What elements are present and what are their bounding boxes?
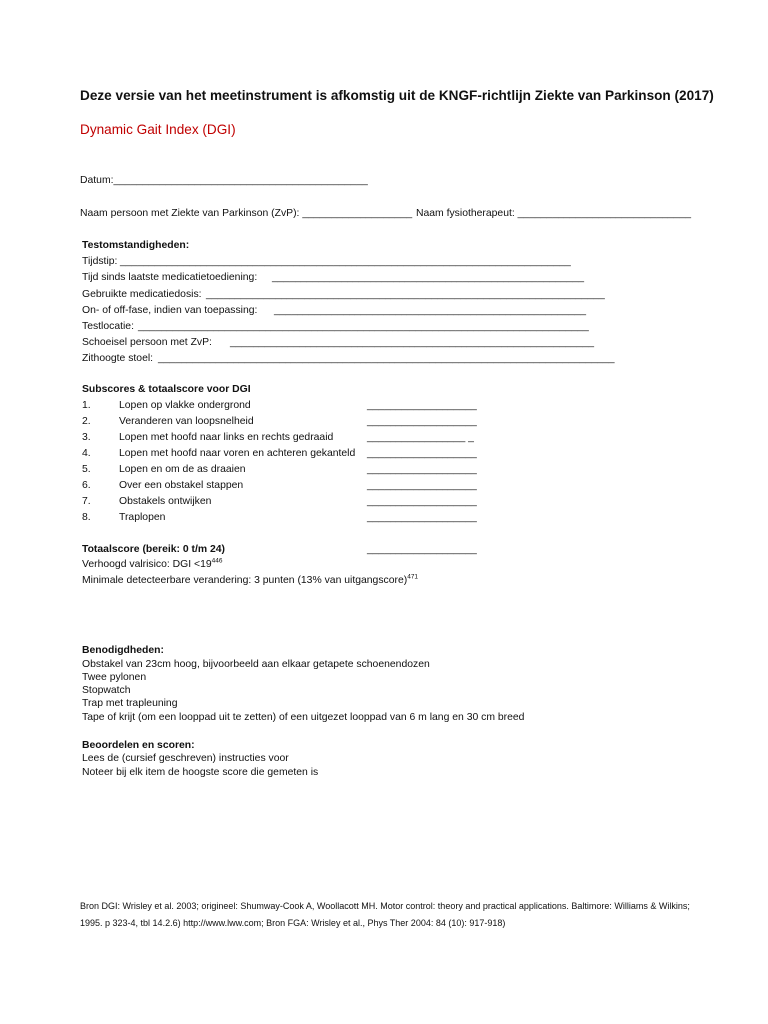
list-item: Noteer bij elk item de hoogste score die gemeten is (82, 767, 319, 778)
item-number: 7. (82, 496, 91, 507)
footnote-ref: 471 (407, 573, 419, 581)
field-label: Testlocatie: (82, 321, 134, 332)
field-label: Schoeisel persoon met ZvP: (82, 337, 212, 348)
page-header: Deze versie van het meetinstrument is afkomstig uit de KNGF-richtlijn Ziekte van Parkinson (2017) (80, 88, 714, 103)
subscore-item (82, 416, 254, 427)
item-label: Lopen met hoofd naar links en rechts gedraaid (119, 432, 334, 443)
item-number: 4. (82, 448, 91, 459)
subscore-item (82, 496, 211, 507)
score-line: ___________________ (367, 464, 477, 475)
list-item: Lees de (cursief geschreven) instructies voor (82, 753, 289, 764)
item-number: 1. (82, 400, 91, 411)
field-line: _______________________________________________________________ (230, 337, 595, 348)
naam-persoon-field: Naam persoon met Ziekte van Parkinson (ZvP): ___________________ (80, 208, 413, 219)
item-label: Obstakels ontwijken (119, 496, 212, 507)
score-line: ___________________ (367, 480, 477, 491)
item-label: Veranderen van loopsnelheid (119, 416, 254, 427)
field-label: Tijdstip: (82, 256, 118, 267)
subscore-item (82, 432, 333, 443)
subscore-item (82, 512, 165, 523)
item-number: 5. (82, 464, 91, 475)
mdc-text: Minimale detecteerbare verandering: 3 punten (13% van uitgangscore)$^{471}$ (82, 573, 419, 586)
subscore-item (82, 480, 243, 491)
item-label: Lopen en om de as draaien (119, 464, 246, 475)
item-label: Over een obstakel stappen (119, 480, 244, 491)
totaalscore-label: Totaalscore (bereik: 0 t/m 24) (82, 544, 226, 555)
score-line: _________________ _ (367, 432, 474, 443)
field-line: _____________________________________________________________________ (206, 289, 605, 300)
item-label: Traplopen (119, 512, 166, 523)
beoordelen-heading: Beoordelen en scoren: (82, 740, 195, 751)
totaalscore-line: ___________________ (367, 544, 477, 555)
datum-field: Datum:____________________________________________ (80, 175, 368, 186)
list-item: Twee pylonen (82, 672, 147, 683)
item-number: 8. (82, 512, 91, 523)
field-label: On- of off-fase, indien van toepassing: (82, 305, 258, 316)
valrisico-text: Verhoogd valrisico: DGI $<19^{446}$ (82, 557, 223, 570)
subscore-item (82, 464, 246, 475)
footnote-ref: 446 (211, 557, 223, 565)
item-label: Lopen op vlakke ondergrond (119, 400, 251, 411)
score-line: ___________________ (367, 400, 477, 411)
field-line: ______________________________________________________________________________ (120, 256, 571, 267)
score-line: ___________________ (367, 448, 477, 459)
field-label: Tijd sinds laatste medicatietoediening: (82, 272, 258, 283)
field-label: Gebruikte medicatiedosis: (82, 289, 202, 300)
list-item: Obstakel van 23cm hoog, bijvoorbeeld aan elkaar getapete schoenendozen (82, 659, 430, 670)
score-line: ___________________ (367, 512, 477, 523)
subscore-item (82, 448, 355, 459)
benodigdheden-heading: Benodigdheden: (82, 645, 164, 656)
item-label: Lopen met hoofd naar voren en achteren gekanteld (119, 448, 356, 459)
field-line: ______________________________________________________ (272, 272, 585, 283)
field-line: _______________________________________________________________________________ (158, 353, 615, 364)
source-footer: Bron DGI: Wrisley et al. 2003; origineel: Shumway-Cook A, Woollacott MH. Motor control: theory and practical applications. Baltimore: Williams & Wilkins; 1995. p 323-4, tbl 14.2.6) http://www.lww.com; Bron FGA: Wrisley et al., Phys Ther 2004: 84 (10): 917-918) (80, 901, 690, 928)
score-line: ___________________ (367, 416, 477, 427)
subscore-item (82, 400, 251, 411)
item-number: 2. (82, 416, 91, 427)
testomstandigheden-heading: Testomstandigheden: (82, 240, 190, 251)
item-number: 6. (82, 480, 91, 491)
subscores-heading: Subscores & totaalscore voor DGI (82, 384, 251, 395)
list-item: Trap met trapleuning (82, 698, 178, 709)
score-line: ___________________ (367, 496, 477, 507)
list-item: Stopwatch (82, 685, 131, 696)
field-line: ______________________________________________________________________________ (138, 321, 589, 332)
document-title: Dynamic Gait Index (DGI) (80, 122, 236, 137)
list-item: Tape of krijt (om een looppad uit te zetten) of een uitgezet looppad van 6 m lang en 30 cm breed (82, 712, 525, 723)
naam-fysiotherapeut-field: Naam fysiotherapeut: ______________________________ (416, 208, 692, 219)
field-label: Zithoogte stoel: (82, 353, 154, 364)
field-line: ______________________________________________________ (274, 305, 587, 316)
item-number: 3. (82, 432, 91, 443)
